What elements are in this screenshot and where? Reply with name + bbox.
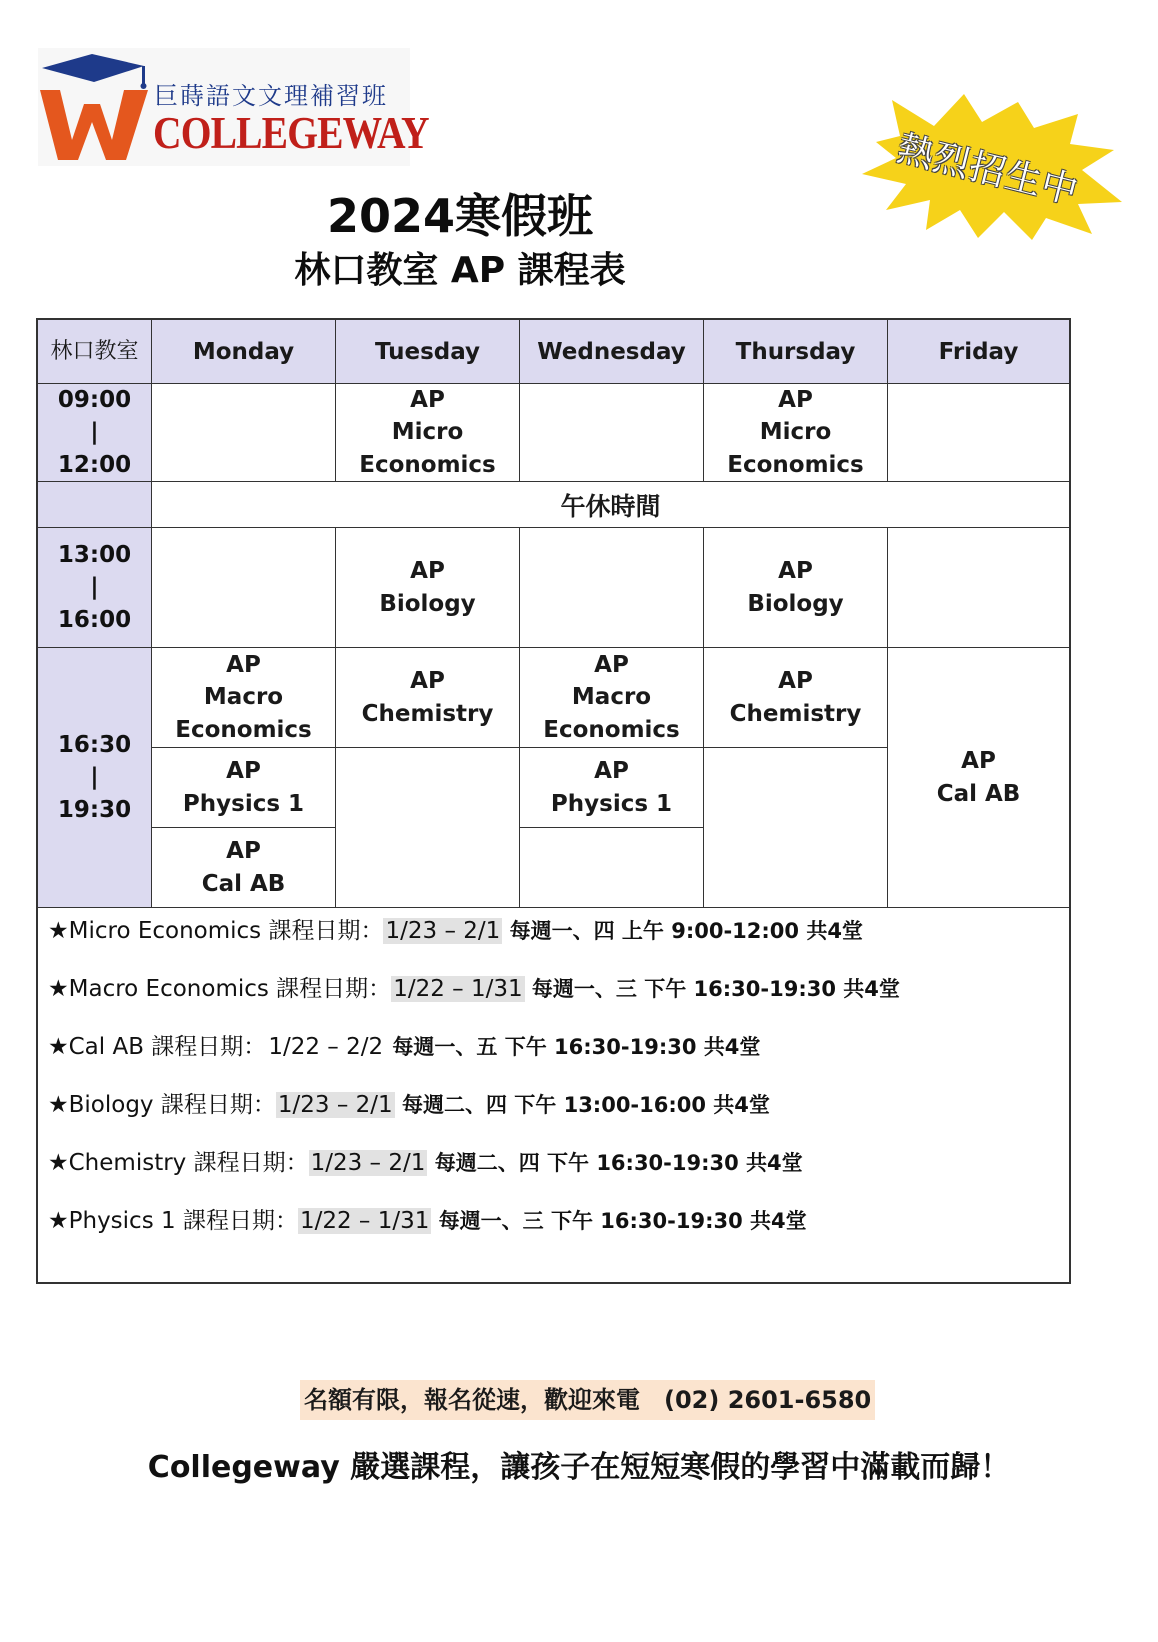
star-icon: ★ — [48, 918, 69, 944]
note-physics-1: ★Physics 1 課程日期：1/22 – 1/31 每週一、三 下午 16:30-19:30 共4堂 — [48, 1208, 807, 1234]
course-cell-chemistry: AP Chemistry — [336, 648, 520, 748]
star-icon: ★ — [48, 1034, 69, 1060]
schedule-table — [36, 318, 1071, 1284]
star-icon: ★ — [48, 976, 69, 1002]
course-cell-macro-economics: AP Macro Economics — [152, 648, 336, 748]
tagline: Collegeway 嚴選課程，讓孩子在短短寒假的學習中滿載而歸！ — [147, 1450, 1011, 1485]
collegeway-logo — [38, 48, 429, 166]
empty-cell — [888, 528, 1069, 648]
empty-cell — [520, 828, 704, 908]
empty-cell — [336, 748, 520, 908]
course-cell-micro-economics: AP Micro Economics — [704, 384, 888, 482]
corner-label: 林口教室 — [38, 320, 152, 384]
empty-cell — [152, 384, 336, 482]
course-cell-cal-ab: AP Cal AB — [152, 828, 336, 908]
enrollment-badge — [856, 92, 1128, 242]
day-header: Tuesday — [336, 320, 520, 384]
course-cell-biology: AP Biology — [336, 528, 520, 648]
page-subtitle: 林口教室 AP 課程表 — [294, 250, 626, 291]
time-slot-morning: 09:00 | 12:00 — [38, 384, 152, 482]
day-header: Monday — [152, 320, 336, 384]
star-icon: ★ — [48, 1150, 69, 1176]
note-micro-economics: ★Micro Economics 課程日期：1/23 – 2/1 每週一、四 上午 9:00-12:00 共4堂 — [48, 918, 863, 944]
course-cell-physics-1: AP Physics 1 — [520, 748, 704, 828]
w-letter-icon — [38, 82, 150, 166]
note-cal-ab: ★Cal AB 課程日期：1/22 – 2/2 每週一、五 下午 16:30-19:30 共4堂 — [48, 1034, 761, 1060]
enrollment-call-to-action: 名額有限，報名從速，歡迎來電 (02) 2601-6580 — [300, 1380, 875, 1420]
time-slot-afternoon: 13:00 | 16:00 — [38, 528, 152, 648]
empty-cell — [704, 748, 888, 908]
course-cell-micro-economics: AP Micro Economics — [336, 384, 520, 482]
note-macro-economics: ★Macro Economics 課程日期：1/22 – 1/31 每週一、三 下午 16:30-19:30 共4堂 — [48, 976, 900, 1002]
course-cell-macro-economics: AP Macro Economics — [520, 648, 704, 748]
badge-text: 熱烈招生中 — [893, 128, 1083, 213]
brand-name: COLLEGEWAY — [153, 107, 429, 158]
star-icon: ★ — [48, 1208, 69, 1234]
day-header: Wednesday — [520, 320, 704, 384]
empty-cell — [888, 384, 1069, 482]
school-chinese-name: 巨蒔語文文理補習班 — [154, 82, 388, 110]
empty-cell — [520, 528, 704, 648]
day-header: Thursday — [704, 320, 888, 384]
day-header: Friday — [888, 320, 1069, 384]
note-chemistry: ★Chemistry 課程日期：1/23 – 2/1 每週二、四 下午 16:30-19:30 共4堂 — [48, 1150, 803, 1176]
page-title: 2024寒假班 — [326, 189, 594, 243]
course-cell-chemistry: AP Chemistry — [704, 648, 888, 748]
star-icon: ★ — [48, 1092, 69, 1118]
note-biology: ★Biology 課程日期：1/23 – 2/1 每週二、四 下午 13:00-16:00 共4堂 — [48, 1092, 770, 1118]
empty-cell — [520, 384, 704, 482]
lunch-break: 午休時間 — [152, 482, 1069, 528]
course-cell-cal-ab: AP Cal AB — [888, 648, 1069, 908]
course-cell-biology: AP Biology — [704, 528, 888, 648]
empty-cell — [152, 528, 336, 648]
course-date-notes — [48, 912, 1048, 1260]
lunch-time-cell — [38, 482, 152, 528]
time-slot-evening: 16:30 | 19:30 — [38, 648, 152, 908]
course-cell-physics-1: AP Physics 1 — [152, 748, 336, 828]
